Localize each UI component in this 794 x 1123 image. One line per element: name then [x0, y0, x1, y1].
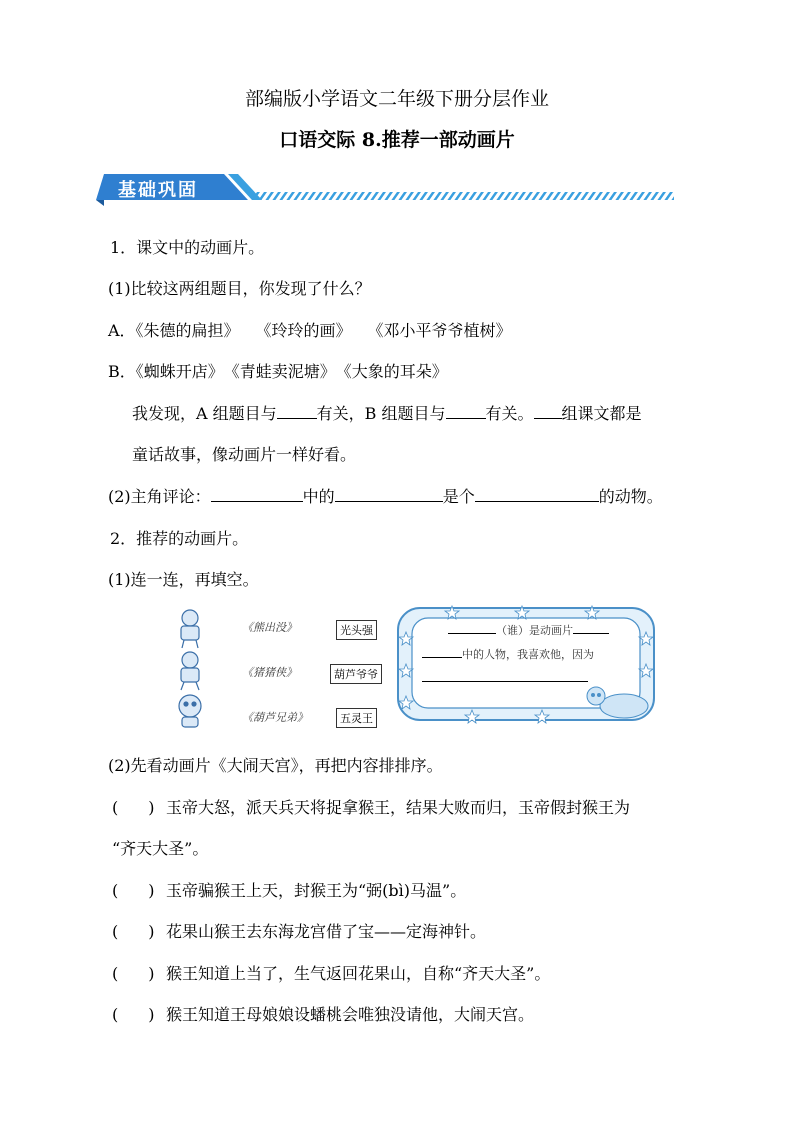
order-blank-1[interactable] — [112, 798, 166, 817]
q1-find-line2: 童话故事，像动画片一样好看。 — [132, 445, 357, 464]
frame-blank-reason[interactable] — [422, 670, 588, 682]
order-item-4 — [112, 961, 550, 984]
matching-figure — [170, 600, 660, 730]
cartoon-3: 《葫芦兄弟》 — [242, 711, 308, 724]
frame-line2-text: 中的人物，我喜欢他，因为 — [462, 648, 594, 661]
blank-group[interactable] — [534, 402, 562, 419]
order-blank-4[interactable] — [112, 964, 166, 983]
order-item-1-text: 玉帝大怒，派天兵天将捉拿猴王，结果大败而归，玉帝假封猴王为 — [166, 798, 631, 817]
frame-line2 — [422, 646, 594, 662]
paren-open: ( — [112, 964, 119, 983]
paren-close: ) — [148, 922, 155, 941]
character-2-box[interactable]: 葫芦爷爷 — [330, 664, 382, 684]
q2-heading: 2．推荐的动画片。 — [110, 529, 249, 548]
star-frame — [392, 602, 660, 726]
find-text-c: 有关。 — [485, 404, 534, 423]
character-3-drawing — [179, 695, 201, 727]
order-item-5 — [112, 1002, 534, 1025]
q1-heading: 1．课文中的动画片。 — [110, 238, 265, 257]
character-1-box[interactable]: 光头强 — [336, 620, 377, 640]
q1-sub2 — [108, 484, 663, 507]
sub2-text-d: 的动物。 — [598, 487, 663, 506]
paren-open: ( — [112, 922, 119, 941]
sub2-text-c: 是个 — [442, 487, 475, 506]
find-text-a: 我发现，A 组题目与 — [132, 404, 277, 423]
blank-b-topic[interactable] — [446, 402, 486, 419]
frame-blank-who[interactable] — [448, 622, 496, 634]
q2-sub2: (2)先看动画片《大闹天宫》，再把内容排排序。 — [108, 756, 443, 775]
q1-line-a: A．《朱德的扁担》 《玲玲的画》 《邓小平爷爷植树》 — [108, 321, 512, 340]
order-item-3-text: 花果山猴王去东海龙宫借了宝——定海神针。 — [166, 922, 487, 941]
find-text-b: 有关，B 组题目与 — [316, 404, 446, 423]
q2-sub1: (1)连一连，再填空。 — [108, 570, 259, 589]
page-title: 部编版小学语文二年级下册分层作业 — [244, 88, 549, 110]
paren-close: ) — [148, 798, 155, 817]
paren-close: ) — [148, 881, 155, 900]
character-3-box[interactable]: 五灵王 — [336, 708, 377, 728]
frame-line1-text: （谁）是动画片 — [496, 624, 573, 637]
blank-a-topic[interactable] — [277, 402, 317, 419]
paren-close: ) — [148, 964, 155, 983]
cartoon-1: 《熊出没》 — [242, 621, 297, 634]
paren-open: ( — [112, 1005, 119, 1024]
page-subtitle: 口语交际 8.推荐一部动画片 — [279, 129, 515, 151]
order-item-5-text: 猴王知道王母娘娘设蟠桃会唯独没请他，大闹天宫。 — [166, 1005, 535, 1024]
section-banner — [96, 172, 676, 212]
frame-line1 — [448, 622, 609, 638]
order-item-1 — [112, 795, 630, 818]
character-drawings — [170, 608, 210, 732]
blank-character[interactable] — [335, 485, 443, 502]
frame-blank-cartoon[interactable] — [573, 622, 609, 634]
q1-find-line1 — [132, 401, 642, 424]
order-blank-3[interactable] — [112, 922, 166, 941]
cartoon-2: 《猪猪侠》 — [242, 666, 297, 679]
q1-line-b: B．《蜘蛛开店》 《青蛙卖泥塘》 《大象的耳朵》 — [108, 362, 448, 381]
order-blank-2[interactable] — [112, 881, 166, 900]
order-item-1-cont: “齐天大圣”。 — [112, 839, 209, 858]
find-text-d: 组课文都是 — [561, 404, 642, 423]
paren-close: ) — [148, 1005, 155, 1024]
order-blank-5[interactable] — [112, 1005, 166, 1024]
blank-description[interactable] — [475, 485, 599, 502]
paren-open: ( — [112, 881, 119, 900]
order-item-2-text: 玉帝骗猴王上天，封猴王为“弼(bì)马温”。 — [166, 881, 467, 900]
character-2-drawing — [181, 652, 199, 690]
section-label: 基础巩固 — [118, 180, 198, 201]
q1-sub1: (1)比较这两组题目，你发现了什么？ — [108, 279, 371, 298]
sub2-text-a: (2)主角评论： — [108, 487, 211, 506]
order-item-3 — [112, 919, 486, 942]
frame-line3 — [422, 670, 588, 685]
blank-cartoon[interactable] — [211, 485, 303, 502]
order-item-2 — [112, 878, 466, 901]
order-item-4-text: 猴王知道上当了，生气返回花果山，自称“齐天大圣”。 — [166, 964, 551, 983]
paren-open: ( — [112, 798, 119, 817]
sub2-text-b: 中的 — [302, 487, 335, 506]
frame-blank-cartoon2[interactable] — [422, 646, 462, 658]
character-1-drawing — [181, 610, 199, 648]
